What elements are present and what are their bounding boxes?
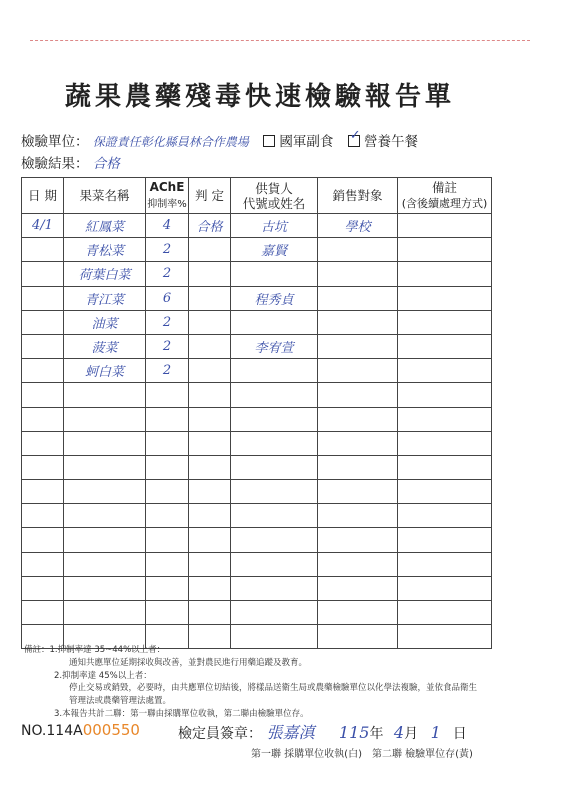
cell-sales <box>318 455 398 479</box>
checkbox-military-label: 國軍副食 <box>279 134 334 150</box>
cell-sales <box>318 383 398 407</box>
cell-sales <box>318 359 398 383</box>
cell-remark <box>398 576 492 600</box>
cell-date <box>22 431 64 455</box>
cell-sales <box>318 576 398 600</box>
result-row <box>21 152 120 172</box>
result-value: 合格 <box>92 156 120 172</box>
cell-sales <box>318 504 398 528</box>
cell-supplier <box>231 455 318 479</box>
table-row <box>22 528 492 552</box>
cell-remark <box>398 238 492 262</box>
inspector-label: 檢定員簽章： <box>178 726 262 742</box>
footer-signature <box>178 720 467 743</box>
cell-date <box>22 359 64 383</box>
cell-sales <box>318 286 398 310</box>
cell-supplier <box>231 552 318 576</box>
table-row <box>22 310 492 334</box>
cell-name <box>64 407 146 431</box>
table-row <box>22 359 492 383</box>
note-3: 3.本報告共計二聯：第一聯由採購單位收執，第二聯由檢驗單位存。 <box>54 708 309 719</box>
table-row <box>22 576 492 600</box>
serial-number: 000550 <box>82 721 140 739</box>
header-supplier: 供貨人 代號或姓名 <box>231 178 318 214</box>
table-row <box>22 334 492 358</box>
table-row <box>22 431 492 455</box>
cell-name <box>64 552 146 576</box>
note-1: 1.抑制率達 35~44%以上者： <box>49 645 166 655</box>
table-header-row <box>22 178 492 214</box>
cell-supplier <box>231 480 318 504</box>
cell-supplier: 程秀貞 <box>231 286 318 310</box>
cell-judge <box>189 238 231 262</box>
cell-judge <box>189 383 231 407</box>
top-dashed-line <box>30 40 530 41</box>
cell-name: 荷葉白菜 <box>64 262 146 286</box>
table-row <box>22 601 492 625</box>
cell-rate <box>146 480 189 504</box>
cell-sales <box>318 407 398 431</box>
cell-sales <box>318 528 398 552</box>
checkbox-lunch-label: 營養午餐 <box>364 134 418 150</box>
cell-rate: 4 <box>146 214 189 238</box>
cell-name: 青江菜 <box>64 286 146 310</box>
note-1a: 通知共應單位延期採收與改善，並對農民進行用藥追蹤及教育。 <box>69 657 308 668</box>
cell-rate: 6 <box>146 286 189 310</box>
cell-judge <box>189 310 231 334</box>
cell-sales <box>318 431 398 455</box>
month-unit: 月 <box>404 726 419 742</box>
cell-supplier <box>231 576 318 600</box>
cell-date <box>22 310 64 334</box>
cell-rate: 2 <box>146 238 189 262</box>
cell-judge <box>189 576 231 600</box>
cell-rate <box>146 504 189 528</box>
cell-date <box>22 576 64 600</box>
table-row <box>22 552 492 576</box>
cell-remark <box>398 431 492 455</box>
cell-rate: 2 <box>146 310 189 334</box>
cell-name <box>64 528 146 552</box>
cell-sales <box>318 310 398 334</box>
table-row <box>22 455 492 479</box>
cell-rate <box>146 455 189 479</box>
cell-date <box>22 383 64 407</box>
cell-remark <box>398 528 492 552</box>
cell-remark <box>398 359 492 383</box>
cell-rate <box>146 407 189 431</box>
cell-date <box>22 407 64 431</box>
cell-judge <box>189 504 231 528</box>
cell-remark <box>398 383 492 407</box>
cell-rate: 2 <box>146 359 189 383</box>
cell-name <box>64 383 146 407</box>
unit-row <box>21 130 418 150</box>
day-value: 1 <box>430 723 441 742</box>
month-value: 4 <box>393 723 405 742</box>
inspection-table <box>21 177 492 649</box>
cell-sales <box>318 238 398 262</box>
table-row <box>22 262 492 286</box>
cell-rate <box>146 601 189 625</box>
cell-sales <box>318 552 398 576</box>
table-row <box>22 286 492 310</box>
cell-name: 菠菜 <box>64 334 146 358</box>
cell-remark <box>398 552 492 576</box>
inspector-signature: 張嘉滇 <box>266 723 315 742</box>
table-row <box>22 383 492 407</box>
header-remark: 備註 (含後續處理方式) <box>398 178 492 214</box>
cell-rate: 2 <box>146 334 189 358</box>
cell-supplier <box>231 262 318 286</box>
cell-remark <box>398 334 492 358</box>
cell-date <box>22 334 64 358</box>
cell-judge <box>189 431 231 455</box>
notes-label: 備註： <box>24 645 50 655</box>
cell-judge <box>189 407 231 431</box>
cell-name <box>64 576 146 600</box>
cell-rate: 2 <box>146 262 189 286</box>
cell-sales: 學校 <box>318 214 398 238</box>
cell-remark <box>398 407 492 431</box>
note-2: 2.抑制率達 45%以上者： <box>54 670 152 681</box>
cell-supplier <box>231 407 318 431</box>
cell-judge <box>189 480 231 504</box>
cell-name <box>64 601 146 625</box>
table-row <box>22 238 492 262</box>
cell-name <box>64 480 146 504</box>
cell-supplier <box>231 504 318 528</box>
cell-date <box>22 504 64 528</box>
cell-supplier <box>231 601 318 625</box>
cell-date <box>22 480 64 504</box>
cell-date: 4/1 <box>22 214 64 238</box>
copies-note: 第一聯 採購單位收執(白) 第二聯 檢驗單位存(黃) <box>251 749 473 760</box>
check-mark-icon: ✓ <box>349 128 361 143</box>
header-ache: AChE 抑制率% <box>146 178 189 214</box>
cell-supplier: 嘉賢 <box>231 238 318 262</box>
cell-supplier <box>231 359 318 383</box>
header-name: 果菜名稱 <box>64 178 146 214</box>
note-2a: 停止交易或銷毀，必要時，由共應單位切結後，將樣品送衛生局或農藥檢驗單位以化學法複驗，並依食品衛生 <box>69 683 478 694</box>
cell-name: 蚵白菜 <box>64 359 146 383</box>
cell-date <box>22 262 64 286</box>
header-judge: 判 定 <box>189 178 231 214</box>
cell-judge: 合格 <box>189 214 231 238</box>
table-row <box>22 480 492 504</box>
cell-date <box>22 455 64 479</box>
table-row <box>22 504 492 528</box>
table-row <box>22 407 492 431</box>
form-title: 蔬果農藥殘毒快速檢驗報告單 <box>64 82 455 112</box>
cell-rate <box>146 383 189 407</box>
cell-name: 油菜 <box>64 310 146 334</box>
cell-judge <box>189 455 231 479</box>
notes-block <box>24 644 544 721</box>
cell-sales <box>318 262 398 286</box>
cell-rate <box>146 431 189 455</box>
cell-supplier <box>231 431 318 455</box>
checkbox-lunch[interactable] <box>348 128 361 147</box>
cell-judge <box>189 262 231 286</box>
cell-name <box>64 431 146 455</box>
cell-sales <box>318 601 398 625</box>
cell-remark <box>398 601 492 625</box>
cell-name: 青松菜 <box>64 238 146 262</box>
cell-date <box>22 601 64 625</box>
cell-remark <box>398 214 492 238</box>
day-unit: 日 <box>452 726 467 742</box>
cell-supplier <box>231 528 318 552</box>
year-value: 115 <box>338 723 370 742</box>
cell-remark <box>398 455 492 479</box>
cell-judge <box>189 552 231 576</box>
cell-name <box>64 455 146 479</box>
table-row <box>22 214 492 238</box>
cell-supplier: 古坑 <box>231 214 318 238</box>
cell-remark <box>398 504 492 528</box>
cell-sales <box>318 480 398 504</box>
cell-name <box>64 504 146 528</box>
note-2b: 管理法或農藥管理法處置。 <box>69 696 172 707</box>
cell-date <box>22 238 64 262</box>
cell-rate <box>146 576 189 600</box>
cell-judge <box>189 334 231 358</box>
cell-judge <box>189 359 231 383</box>
cell-rate <box>146 552 189 576</box>
result-label: 檢驗結果： <box>21 156 89 172</box>
header-sales: 銷售對象 <box>318 178 398 214</box>
cell-remark <box>398 286 492 310</box>
header-date: 日 期 <box>22 178 64 214</box>
checkbox-military[interactable] <box>263 135 275 147</box>
cell-sales <box>318 334 398 358</box>
cell-date <box>22 552 64 576</box>
cell-supplier <box>231 310 318 334</box>
unit-label: 檢驗單位： <box>21 134 89 150</box>
cell-judge <box>189 601 231 625</box>
cell-date <box>22 528 64 552</box>
footer-number <box>21 721 140 739</box>
cell-judge <box>189 286 231 310</box>
cell-supplier: 李宥萱 <box>231 334 318 358</box>
year-unit: 年 <box>369 726 384 742</box>
cell-judge <box>189 528 231 552</box>
cell-remark <box>398 262 492 286</box>
cell-name: 紅鳳菜 <box>64 214 146 238</box>
cell-rate <box>146 528 189 552</box>
cell-remark <box>398 480 492 504</box>
cell-date <box>22 286 64 310</box>
form-no-label: NO.114A <box>21 723 83 739</box>
unit-value: 保證責任彰化縣員林合作農場 <box>92 135 249 149</box>
cell-supplier <box>231 383 318 407</box>
cell-remark <box>398 310 492 334</box>
